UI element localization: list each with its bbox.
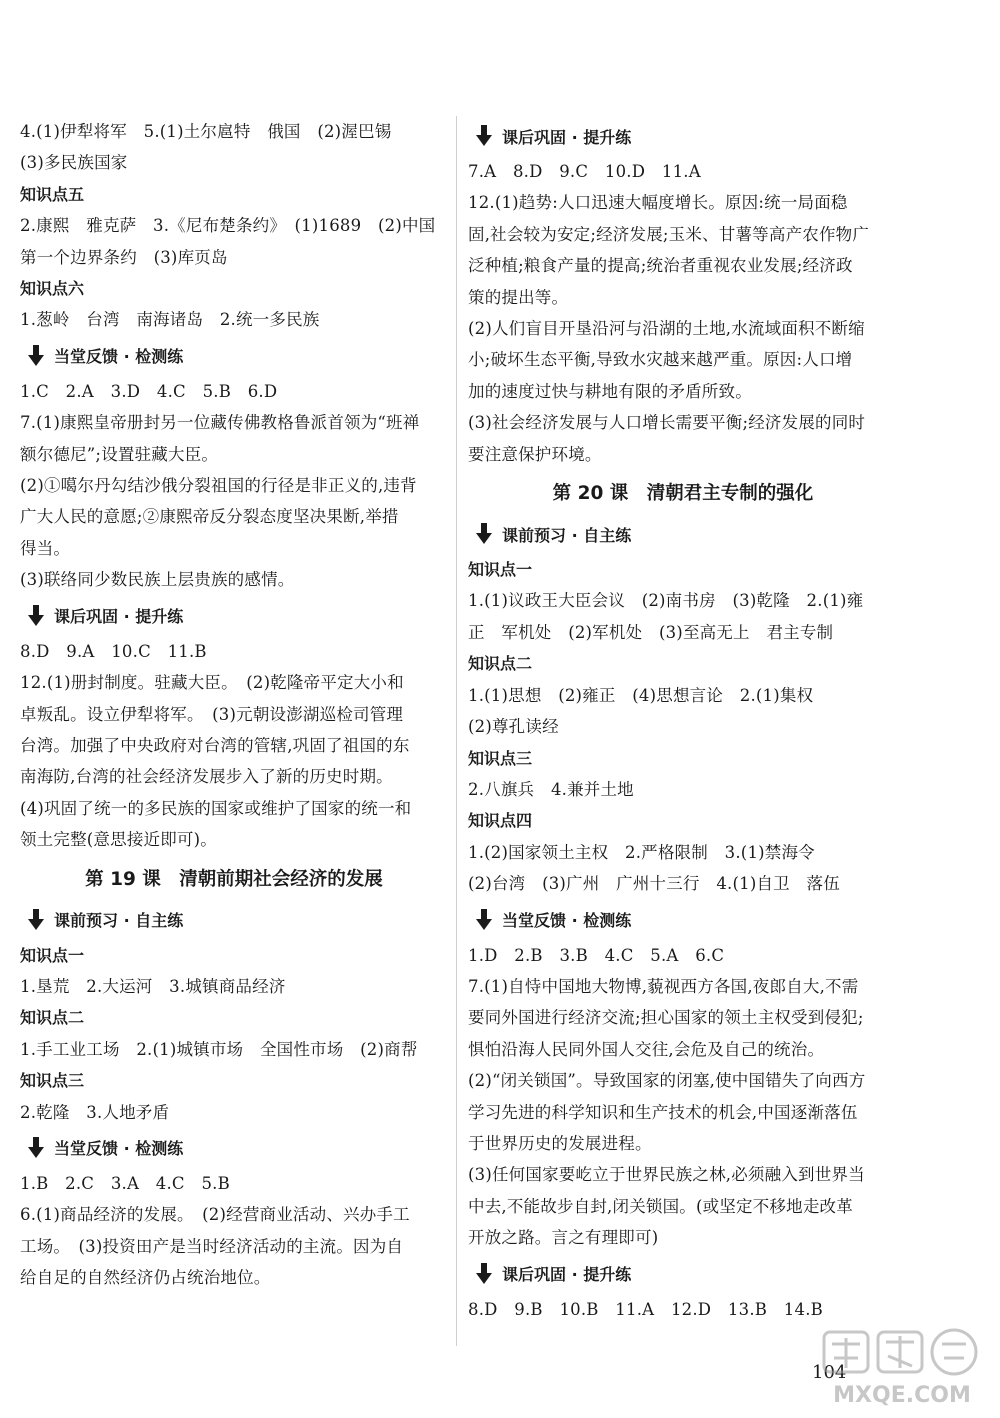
answer-line: 12.(1)趋势:人口迅速大幅度增长。原因:统一局面稳 <box>468 193 848 213</box>
knowledge-point-heading: 知识点四 <box>468 811 533 831</box>
answer-line: 8.D 9.A 10.C 11.B <box>20 641 207 661</box>
section-heading-preview <box>468 514 898 554</box>
down-arrow-icon <box>28 909 44 931</box>
answer-line: 工场。 (3)投资田产是当时经济活动的主流。因为自 <box>20 1236 404 1256</box>
answer-line: 领土完整(意思接近即可)。 <box>20 830 217 850</box>
answer-line: 1.B 2.C 3.A 4.C 5.B <box>20 1173 230 1193</box>
answer-line: 2.八旗兵 4.兼并土地 <box>468 779 634 799</box>
answer-line: (3)联络同少数民族上层贵族的感情。 <box>20 570 295 590</box>
answer-line: (3)任何国家要屹立于世界民族之林,必须融入到世界当 <box>468 1165 865 1185</box>
answer-line: 1.(2)国家领土主权 2.严格限制 3.(1)禁海令 <box>468 842 815 862</box>
answer-line: (2)人们盲目开垦沿河与沿湖的土地,水流域面积不断缩 <box>468 319 865 339</box>
answer-line: 4.(1)伊犁将军 5.(1)土尔扈特 俄国 (2)渥巴锡 <box>20 122 392 141</box>
down-arrow-icon <box>28 605 44 627</box>
section-heading-consolidate <box>20 596 448 636</box>
down-arrow-icon <box>476 125 492 147</box>
answer-line: (3)多民族国家 <box>20 153 128 173</box>
section-heading-label: 课前预习 · 自主练 <box>54 911 184 931</box>
answer-line: 广大人民的意愿;②康熙帝反分裂态度坚决果断,举措 <box>20 507 399 527</box>
right-column <box>468 116 898 1325</box>
down-arrow-icon <box>28 345 44 367</box>
answer-line: (3)社会经济发展与人口增长需要平衡;经济发展的同时 <box>468 413 866 433</box>
answer-line: 8.D 9.B 10.B 11.A 12.D 13.B 14.B <box>468 1299 823 1319</box>
answer-line: 惧怕沿海人民同外国人交往,会危及自己的统治。 <box>468 1039 825 1059</box>
answer-line: 2.康熙 雅克萨 3.《尼布楚条约》 (1)1689 (2)中国 <box>20 216 436 236</box>
knowledge-point-heading: 知识点五 <box>20 184 85 204</box>
section-heading-label: 当堂反馈 · 检测练 <box>54 1139 184 1159</box>
answer-line: 南海防,台湾的社会经济发展步入了新的历史时期。 <box>20 767 393 787</box>
answer-line: 卓叛乱。设立伊犁将军。 (3)元朝设澎湖巡检司管理 <box>20 704 404 724</box>
answer-line: 1.手工业工场 2.(1)城镇市场 全国性市场 (2)商帮 <box>20 1039 418 1059</box>
answer-line: (2)尊孔读经 <box>468 717 559 737</box>
lesson-title: 第 20 课 清朝君主专制的强化 <box>552 483 814 505</box>
section-heading-feedback <box>468 900 898 940</box>
answer-line: 1.D 2.B 3.B 4.C 5.A 6.C <box>468 945 725 965</box>
watermark-logo <box>818 1328 986 1410</box>
lesson-title: 第 19 课 清朝前期社会经济的发展 <box>85 868 383 890</box>
down-arrow-icon <box>476 909 492 931</box>
answer-line: 固,社会较为安定;经济发展;玉米、甘薯等高产农作物广 <box>468 224 870 244</box>
column-divider <box>456 116 457 1346</box>
section-heading-label: 课后巩固 · 提升练 <box>54 607 184 627</box>
page-number: 104 <box>812 1362 847 1383</box>
section-heading-feedback <box>20 336 448 376</box>
answer-line: (2)“闭关锁国”。导致国家的闭塞,使中国错失了向西方 <box>468 1071 866 1091</box>
answer-line: 7.A 8.D 9.C 10.D 11.A <box>468 162 701 181</box>
down-arrow-icon <box>476 523 492 545</box>
answer-line: 策的提出等。 <box>468 287 569 307</box>
knowledge-point-heading: 知识点一 <box>468 560 533 580</box>
answer-line: 1.葱岭 台湾 南海诸岛 2.统一多民族 <box>20 310 320 330</box>
answer-line: (2)①噶尔丹勾结沙俄分裂祖国的行径是非正义的,违背 <box>20 476 417 496</box>
answer-line: 中去,不能故步自封,闭关锁国。(或坚定不移地走改革 <box>468 1196 853 1216</box>
section-heading-label: 当堂反馈 · 检测练 <box>502 911 632 931</box>
answer-line: 要同外国进行经济交流;担心国家的领土主权受到侵犯; <box>468 1008 864 1028</box>
answer-line: (2)台湾 (3)广州 广州十三行 4.(1)自卫 落伍 <box>468 874 840 894</box>
answer-line: 得当。 <box>20 538 71 558</box>
section-heading-label: 课前预习 · 自主练 <box>502 525 632 545</box>
answer-line: 6.(1)商品经济的发展。 (2)经营商业活动、兴办手工 <box>20 1205 410 1225</box>
answer-line: 正 军机处 (2)军机处 (3)至高无上 君主专制 <box>468 622 834 642</box>
answer-line: 1.(1)议政王大臣会议 (2)南书房 (3)乾隆 2.(1)雍 <box>468 591 864 611</box>
knowledge-point-heading: 知识点六 <box>20 279 85 299</box>
section-heading-consolidate <box>468 1254 898 1294</box>
section-heading-preview <box>20 900 448 940</box>
answer-line: 12.(1)册封制度。驻藏大臣。 (2)乾隆帝平定大小和 <box>20 673 404 693</box>
section-heading-label: 课后巩固 · 提升练 <box>502 1265 632 1285</box>
svg-text:MXQE.COM: MXQE.COM <box>833 1383 971 1408</box>
answer-line: 额尔德尼”;设置驻藏大臣。 <box>20 444 219 464</box>
down-arrow-icon <box>476 1263 492 1285</box>
answer-line: 小;破坏生态平衡,导致水灾越来越严重。原因:人口增 <box>468 350 853 370</box>
answer-line: 第一个边界条约 (3)库页岛 <box>20 247 228 267</box>
knowledge-point-heading: 知识点三 <box>20 1071 85 1091</box>
down-arrow-icon <box>28 1137 44 1159</box>
answer-line: 2.乾隆 3.人地矛盾 <box>20 1102 170 1122</box>
answer-line: 开放之路。言之有理即可) <box>468 1228 659 1248</box>
answer-line: 泛种植;粮食产量的提高;统治者重视农业发展;经济政 <box>468 256 853 276</box>
left-column <box>20 116 448 1294</box>
answer-line: (4)巩固了统一的多民族的国家或维护了国家的统一和 <box>20 798 412 818</box>
answer-line: 7.(1)康熙皇帝册封另一位藏传佛教格鲁派首领为“班禅 <box>20 413 420 433</box>
answer-line: 要注意保护环境。 <box>468 444 602 464</box>
section-heading-consolidate <box>468 116 898 156</box>
answer-line: 1.(1)思想 (2)雍正 (4)思想言论 2.(1)集权 <box>468 685 814 705</box>
answer-line: 1.C 2.A 3.D 4.C 5.B 6.D <box>20 381 278 401</box>
answer-line: 加的速度过快与耕地有限的矛盾所致。 <box>468 381 752 401</box>
answer-line: 1.垦荒 2.大运河 3.城镇商品经济 <box>20 976 286 996</box>
section-heading-label: 当堂反馈 · 检测练 <box>54 347 184 367</box>
knowledge-point-heading: 知识点一 <box>20 945 85 965</box>
answer-line: 学习先进的科学知识和生产技术的机会,中国逐渐落伍 <box>468 1102 858 1122</box>
answer-line: 7.(1)自恃中国地大物博,藐视西方各国,夜郎自大,不需 <box>468 976 859 996</box>
section-heading-feedback <box>20 1128 448 1168</box>
knowledge-point-heading: 知识点三 <box>468 748 533 768</box>
answer-line: 台湾。加强了中央政府对台湾的管辖,巩固了祖国的东 <box>20 735 410 755</box>
answer-line: 于世界历史的发展进程。 <box>468 1133 652 1153</box>
knowledge-point-heading: 知识点二 <box>468 654 533 674</box>
answer-line: 给自足的自然经济仍占统治地位。 <box>20 1268 271 1288</box>
section-heading-label: 课后巩固 · 提升练 <box>502 127 632 147</box>
knowledge-point-heading: 知识点二 <box>20 1008 85 1028</box>
